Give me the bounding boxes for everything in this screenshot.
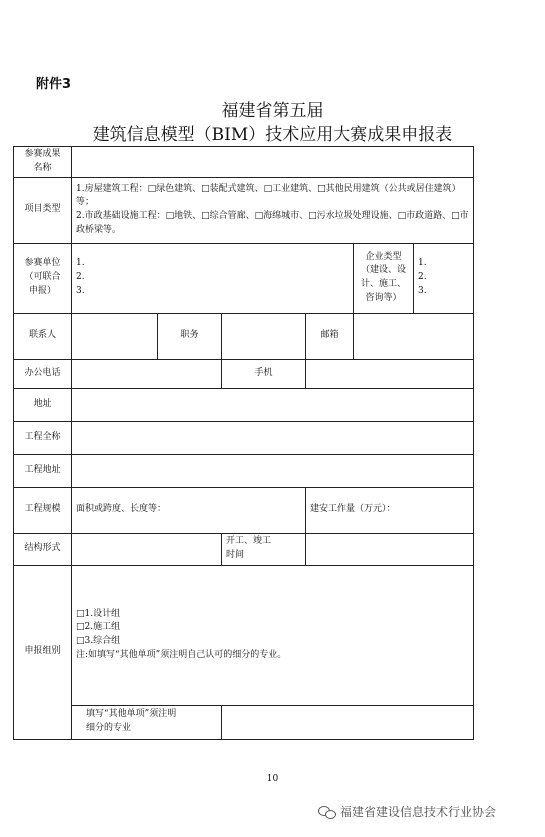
project-full-name-label: 工程全称 [14,421,72,454]
watermark-text: 福建省建设信息技术行业协会 [340,805,497,819]
entry-name-field[interactable] [72,147,474,178]
project-address-field[interactable] [72,454,474,487]
position-label: 职务 [158,313,222,359]
entrant-unit-field[interactable]: 1. 2. 3. [72,243,354,313]
attachment-label: 附件3 [36,77,72,92]
group-label: 申报组别 [14,565,72,739]
email-label: 邮箱 [306,313,354,359]
mobile-label: 手机 [222,359,306,388]
construction-dates-label: 开工、竣工 时间 [222,533,306,565]
contact-field[interactable] [72,313,158,359]
enterprise-type-label: 企业类型 （建设、设 计、施工、 咨询等） [354,243,414,313]
position-field[interactable] [222,313,306,359]
construction-dates-field[interactable] [306,533,474,565]
page-number: 10 [266,774,279,784]
project-full-name-field[interactable] [72,421,474,454]
group-option-comprehensive[interactable]: □3.综合组 [76,636,121,647]
form-title-line1: 福建省第五届 [221,101,324,121]
wechat-icon [318,805,336,819]
structure-field[interactable] [72,533,222,565]
project-scale-area[interactable]: 面积或跨度、长度等： [72,487,306,533]
group-options[interactable] [72,565,474,705]
project-scale-label: 工程规模 [14,487,72,533]
email-field[interactable] [354,313,474,359]
application-form-table [13,146,474,740]
form-title-line2: 建筑信息模型（BIM）技术应用大赛成果申报表 [92,125,453,145]
office-phone-field[interactable] [72,359,222,388]
municipal-project-types[interactable]: 2.市政基础设施工程：□地铁、□综合管廊、□海绵城市、□污水垃圾处理设施、□市政道路、□市政桥梁等。 [76,211,469,236]
group-option-design[interactable]: □1.设计组 [76,608,121,619]
watermark [318,803,496,820]
entrant-unit-label: 参赛单位 （可联合 申报） [14,243,72,313]
other-item-field[interactable] [222,705,474,739]
entry-name-label: 参赛成果 名称 [14,147,72,178]
other-item-label: 填写“其他单项”须注明 细分的专业 [72,705,222,739]
building-project-types[interactable]: 1.房屋建筑工程：□绿色建筑、□装配式建筑、□工业建筑、□其他民用建筑（公共或居住建筑）等； [76,183,461,208]
address-field[interactable] [72,388,474,421]
project-type-options[interactable] [72,177,474,243]
contact-label: 联系人 [14,313,72,359]
mobile-field[interactable] [306,359,474,388]
address-label: 地址 [14,388,72,421]
structure-label: 结构形式 [14,533,72,565]
project-address-label: 工程地址 [14,454,72,487]
group-note: 注:如填写“其他单项”须注明自己认可的细分的专业。 [76,650,287,661]
enterprise-type-field[interactable]: 1. 2. 3. [414,243,474,313]
office-phone-label: 办公电话 [14,359,72,388]
project-type-label: 项目类型 [14,177,72,243]
project-scale-investment[interactable]: 建安工作量（万元）： [306,487,474,533]
group-option-construction[interactable]: □2.施工组 [76,622,121,633]
